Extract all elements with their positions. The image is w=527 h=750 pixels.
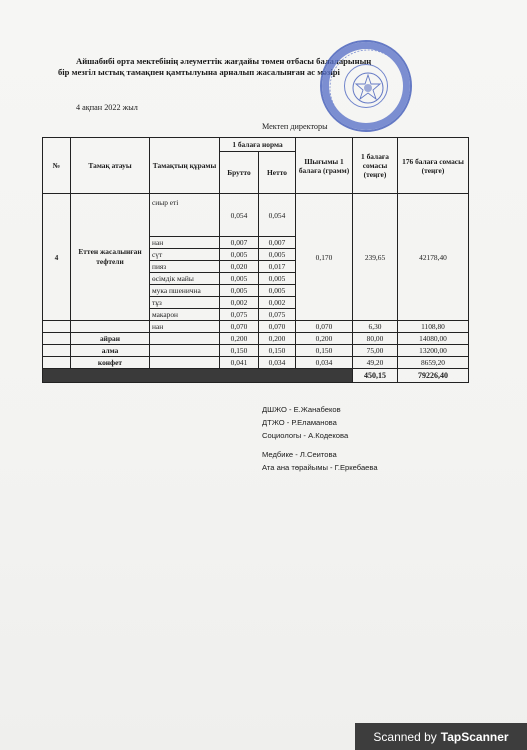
scanner-watermark [355, 723, 527, 750]
signature-line: ДТЖО - Р.Еламанова [262, 418, 337, 427]
ingredient-brutto: 0,005 [220, 249, 259, 261]
row-price-176: 14080,00 [398, 333, 469, 345]
watermark-prefix: Scanned by [373, 729, 437, 744]
row-brutto: 0,041 [220, 357, 259, 369]
row-ingredient: нан [150, 321, 220, 333]
signature-line: Медбике - Л.Сеитова [262, 450, 337, 459]
ingredient-brutto: 0,075 [220, 309, 259, 321]
row-dish: айран [71, 333, 150, 345]
row-price-176: 8659,20 [398, 357, 469, 369]
row-dish [71, 321, 150, 333]
col-price-176-header: 176 балаға сомасы (теңге) [398, 138, 469, 194]
row-price-one: 49,20 [353, 357, 398, 369]
row-netto: 0,150 [259, 345, 296, 357]
col-composition-header: Тамақтың құрамы [150, 138, 220, 194]
ingredient-name: нан [150, 237, 220, 249]
group-num: 4 [43, 194, 71, 321]
ingredient-name: пияз [150, 261, 220, 273]
table-row [43, 357, 469, 369]
col-output-header: Шығымы 1 балаға (грамм) [296, 138, 353, 194]
row-ingredient [150, 333, 220, 345]
ingredient-brutto: 0,007 [220, 237, 259, 249]
ingredient-brutto: 0,002 [220, 297, 259, 309]
ingredient-brutto: 0,005 [220, 273, 259, 285]
row-netto: 0,034 [259, 357, 296, 369]
row-ingredient [150, 357, 220, 369]
ingredient-name: тұз [150, 297, 220, 309]
row-price-one: 75,00 [353, 345, 398, 357]
totals-row [43, 369, 469, 383]
signature-line: Социологы - А.Кодекова [262, 431, 349, 440]
totals-shaded-cell [43, 369, 353, 383]
row-output: 0,150 [296, 345, 353, 357]
row-brutto: 0,150 [220, 345, 259, 357]
row-price-one: 80,00 [353, 333, 398, 345]
document-date: 4 ақпан 2022 жыл [76, 103, 138, 112]
signature-line: ДШЖО - Е.Жанабеков [262, 405, 341, 414]
group-price-176: 42178,40 [398, 194, 469, 321]
menu-table [42, 137, 469, 383]
ingredient-netto: 0,075 [259, 309, 296, 321]
col-price-one-header: 1 балаға сомасы (теңге) [353, 138, 398, 194]
title-line-1: Айшабибі орта мектебінің әлеуметтік жағдайы төмен отбасы балаларының [76, 56, 372, 66]
col-netto-header: Нетто [259, 152, 296, 194]
row-output: 0,200 [296, 333, 353, 345]
ingredient-netto: 0,002 [259, 297, 296, 309]
table-row [43, 321, 469, 333]
ingredient-brutto: 0,020 [220, 261, 259, 273]
ingredient-name: сиыр еті [150, 194, 220, 237]
row-netto: 0,070 [259, 321, 296, 333]
ingredient-brutto: 0,054 [220, 194, 259, 237]
total-price-one: 450,15 [353, 369, 398, 383]
watermark-brand: TapScanner [440, 729, 509, 744]
row-price-176: 13200,00 [398, 345, 469, 357]
row-ingredient [150, 345, 220, 357]
row-output: 0,070 [296, 321, 353, 333]
row-price-one: 6,30 [353, 321, 398, 333]
official-stamp [320, 40, 412, 132]
ingredient-netto: 0,017 [259, 261, 296, 273]
col-num-header: № [43, 138, 71, 194]
row-dish: алма [71, 345, 150, 357]
ingredient-name: өсімдік майы [150, 273, 220, 285]
col-brutto-header: Брутто [220, 152, 259, 194]
col-norm-group-header: 1 балаға норма [220, 138, 296, 152]
signatures-block [262, 403, 378, 474]
ingredient-netto: 0,005 [259, 249, 296, 261]
table-row [43, 333, 469, 345]
row-netto: 0,200 [259, 333, 296, 345]
ingredient-name: сүт [150, 249, 220, 261]
ingredient-netto: 0,054 [259, 194, 296, 237]
ingredient-netto: 0,005 [259, 285, 296, 297]
table-row [43, 194, 469, 237]
row-dish: конфет [71, 357, 150, 369]
group-dish-name: Еттен жасалынған тефтели [71, 194, 150, 321]
group-price-one: 239,65 [353, 194, 398, 321]
ingredient-name: мука пшенична [150, 285, 220, 297]
row-brutto: 0,200 [220, 333, 259, 345]
table-row [43, 345, 469, 357]
group-output: 0,170 [296, 194, 353, 321]
row-price-176: 1108,80 [398, 321, 469, 333]
ingredient-brutto: 0,005 [220, 285, 259, 297]
col-dish-header: Тамақ атауы [71, 138, 150, 194]
total-price-176: 79226,40 [398, 369, 469, 383]
row-brutto: 0,070 [220, 321, 259, 333]
ingredient-netto: 0,005 [259, 273, 296, 285]
ingredient-name: макарон [150, 309, 220, 321]
row-output: 0,034 [296, 357, 353, 369]
director-label: Мектеп директоры [262, 122, 328, 131]
title-line-2: бір мезгіл ыстық тамақпен қамтылуына арналып жасалынған ас мәзірі [58, 67, 340, 77]
ingredient-netto: 0,007 [259, 237, 296, 249]
signature-line: Ата ана төрайымы - Г.Еркебаева [262, 463, 378, 472]
